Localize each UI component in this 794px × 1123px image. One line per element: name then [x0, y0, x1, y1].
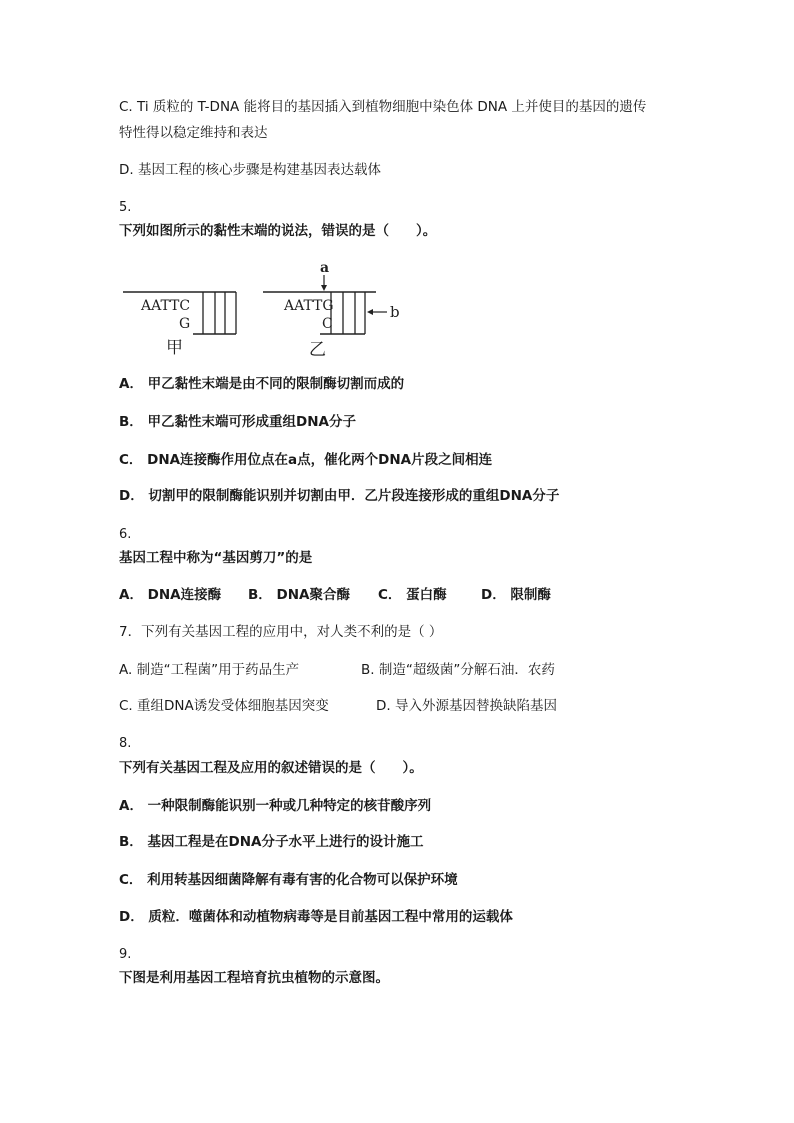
jia-caption: 甲 — [166, 338, 183, 357]
q5-option-b: B． 甲乙黏性末端可形成重组DNA分子 — [119, 414, 356, 430]
arrow-a-head — [321, 285, 327, 291]
q5-option-a: A． 甲乙黏性末端是由不同的限制酶切割而成的 — [119, 376, 405, 392]
q6-number: 6. — [119, 527, 132, 542]
q8-option-d: D． 质粒．噬菌体和动植物病毒等是目前基因工程中常用的运载体 — [119, 909, 513, 925]
yi-bottom-seq: C — [322, 316, 333, 332]
arrow-b-head — [367, 309, 373, 315]
q8-option-a: A． 一种限制酶能识别一种或几种特定的核苷酸序列 — [119, 798, 432, 814]
jia-top-seq: AATTC — [141, 298, 191, 314]
q7-option-b: B. 制造“超级菌”分解石油．农药 — [361, 662, 555, 678]
q8-option-b: B． 基因工程是在DNA分子水平上进行的设计施工 — [119, 834, 424, 850]
label-a: a — [320, 260, 330, 276]
q6-option-d: D． 限制酶 — [481, 587, 551, 603]
q5-number: 5. — [119, 200, 132, 215]
yi-caption: 乙 — [309, 340, 326, 357]
q5-stem: 下列如图所示的黏性末端的说法，错误的是（ ）。 — [119, 223, 437, 239]
yi-top-seq: AATTG — [284, 298, 334, 314]
q8-option-c: C． 利用转基因细菌降解有毒有害的化合物可以保护环境 — [119, 872, 458, 888]
q7-option-a: A. 制造“工程菌”用于药品生产 — [119, 662, 300, 678]
q8-stem: 下列有关基因工程及应用的叙述错误的是（ ）。 — [119, 760, 423, 776]
label-b: b — [390, 303, 400, 321]
q5-option-d: D． 切割甲的限制酶能识别并切割由甲．乙片段连接形成的重组DNA分子 — [119, 488, 560, 504]
jia-bottom-seq: G — [179, 316, 191, 332]
q6-option-b: B． DNA聚合酶 — [248, 587, 350, 603]
q4-option-d: D. 基因工程的核心步骤是构建基因表达载体 — [119, 162, 381, 178]
q9-stem: 下图是利用基因工程培育抗虫植物的示意图。 — [119, 970, 389, 986]
q4-option-c-line2: 特性得以稳定维持和表达 — [119, 125, 268, 141]
sticky-end-figure — [119, 255, 409, 357]
q9-number: 9. — [119, 947, 132, 962]
q6-stem: 基因工程中称为“基因剪刀”的是 — [119, 550, 313, 566]
q7-stem: 7．下列有关基因工程的应用中，对人类不利的是（ ） — [119, 624, 443, 640]
q6-option-c: C． 蛋白酶 — [378, 587, 447, 603]
q7-option-c: C. 重组DNA诱发受体细胞基因突变 — [119, 698, 329, 714]
q5-option-c: C． DNA连接酶作用位点在a点，催化两个DNA片段之间相连 — [119, 452, 493, 468]
q8-number: 8. — [119, 736, 132, 751]
q7-option-d: D. 导入外源基因替换缺陷基因 — [376, 698, 557, 714]
q4-option-c-line1: C. Ti 质粒的 T-DNA 能将目的基因插入到植物细胞中染色体 DNA 上并使目的基因的遗传 — [119, 99, 647, 115]
fragment-jia — [123, 292, 236, 357]
fragment-yi — [263, 260, 400, 357]
q6-option-a: A． DNA连接酶 — [119, 587, 222, 603]
